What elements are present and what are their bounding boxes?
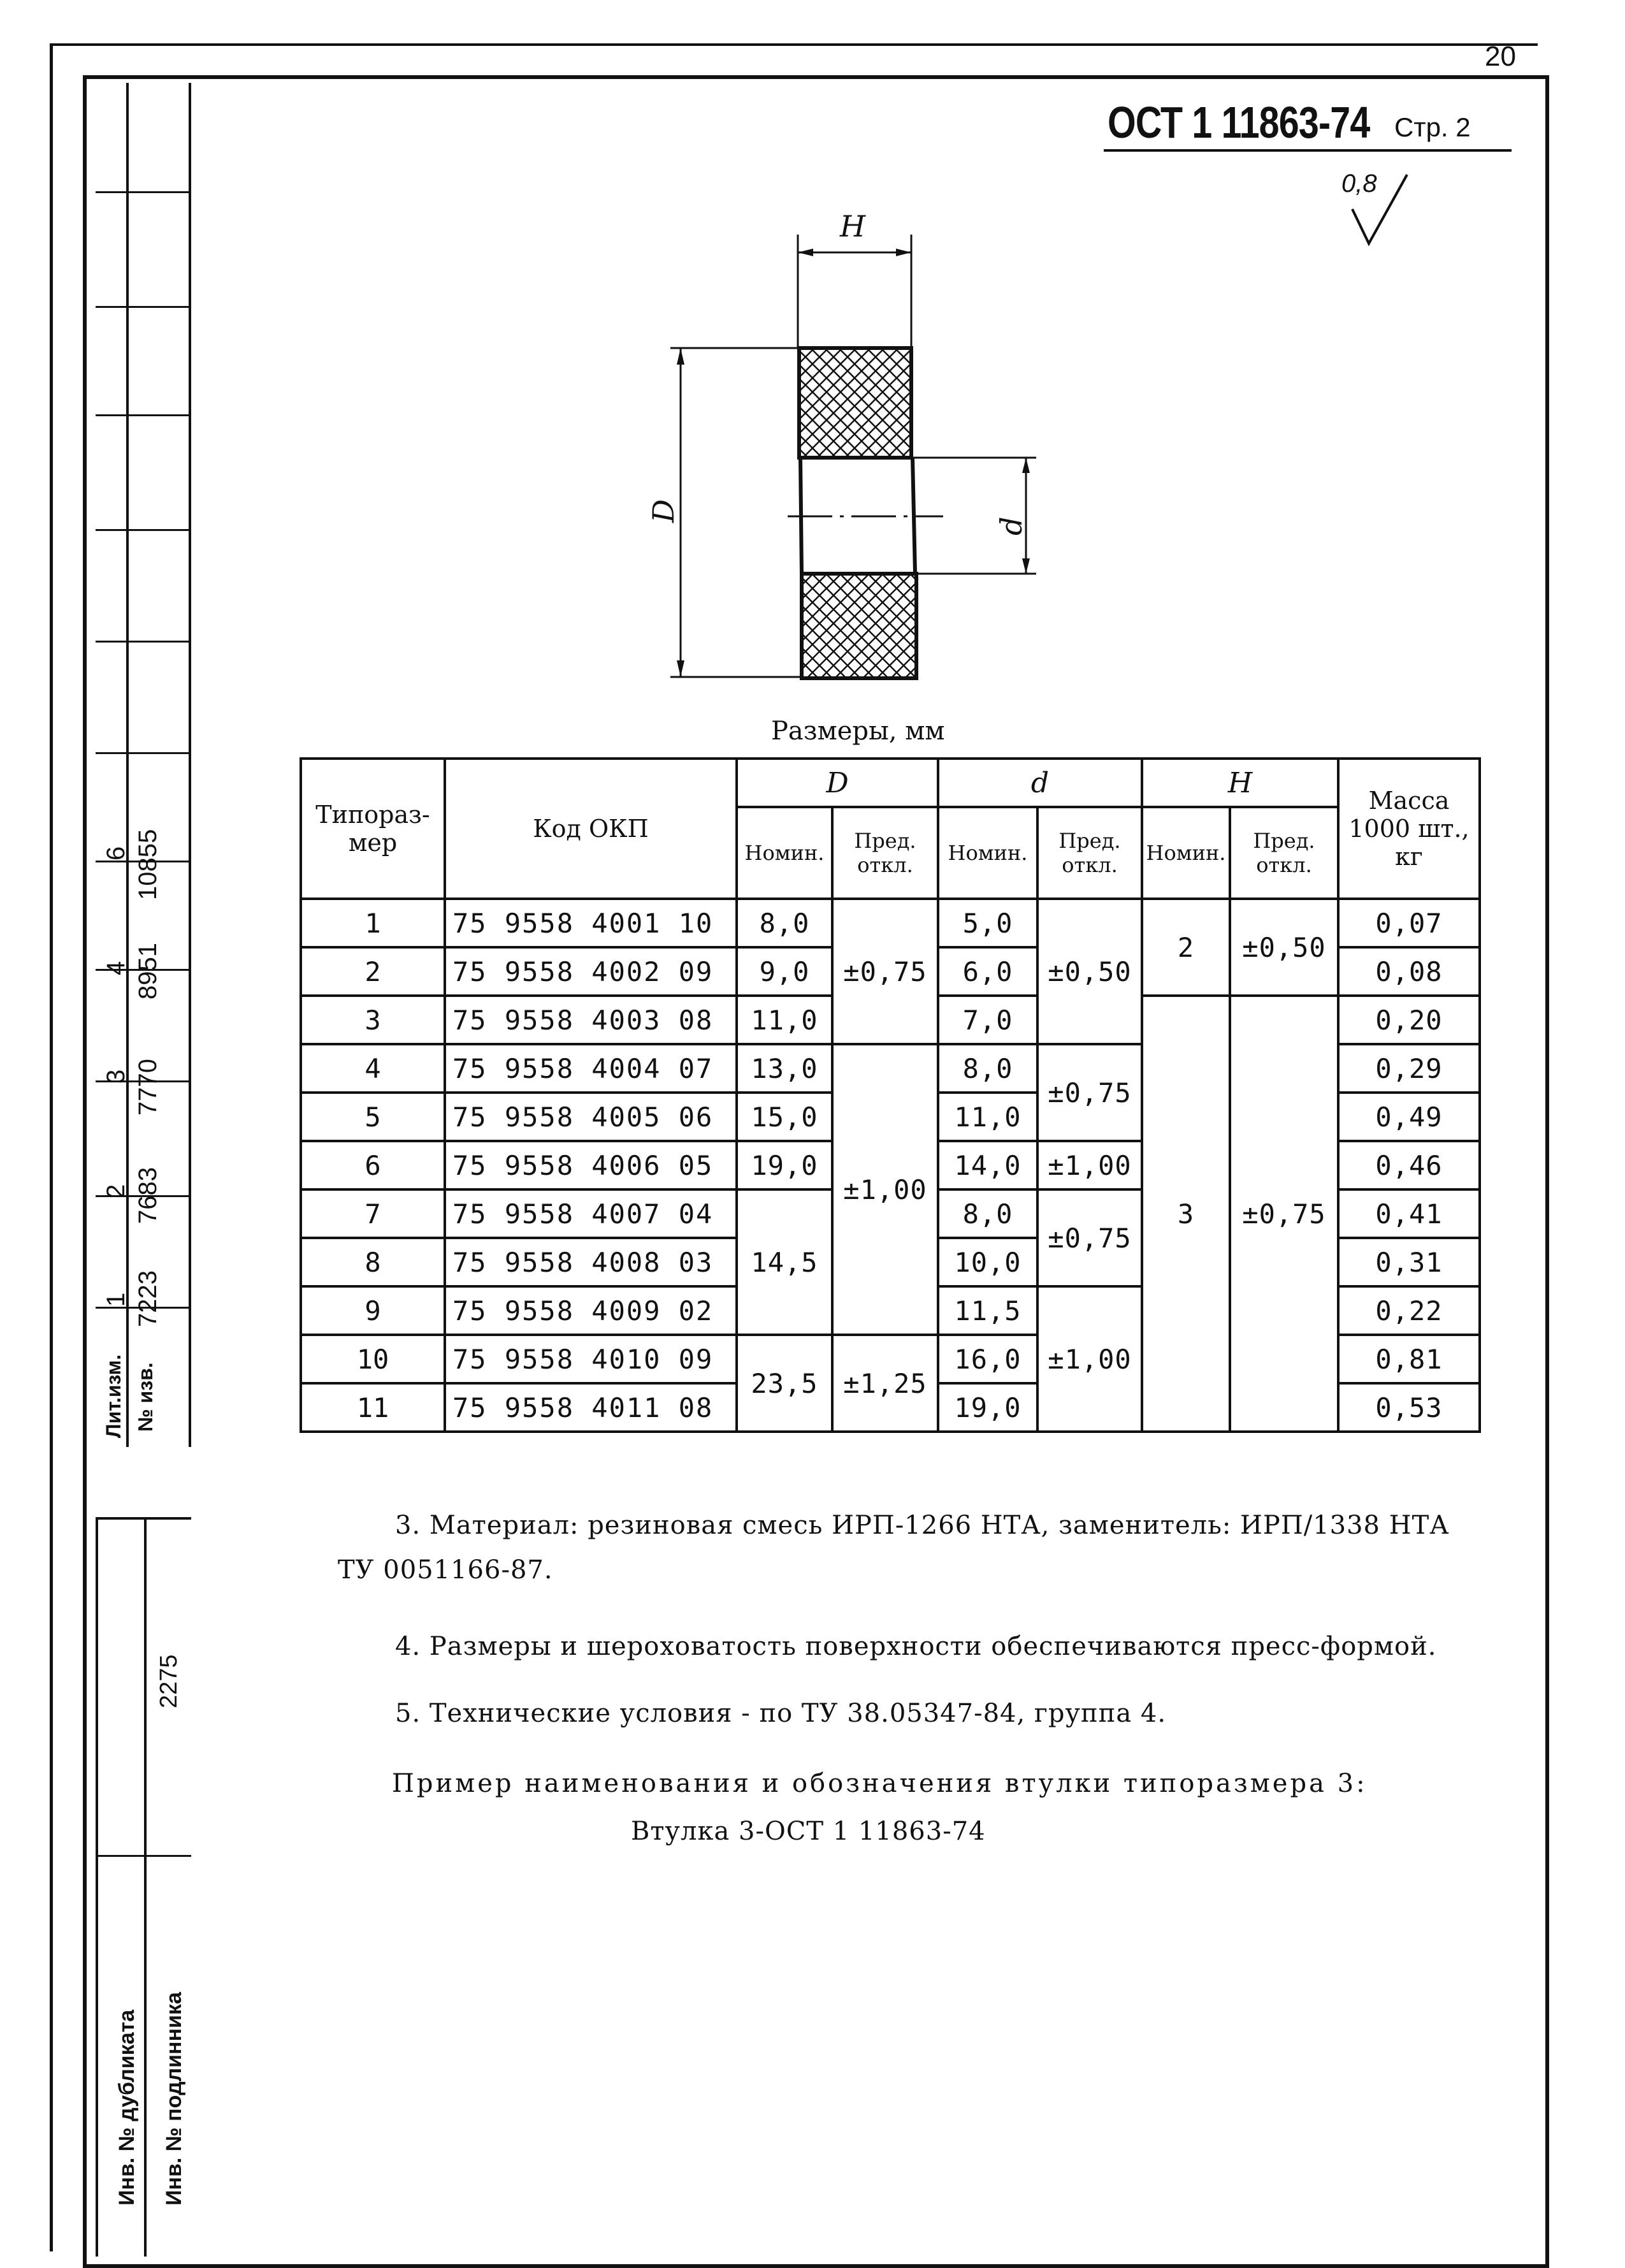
cell-code: 75 9558 4001 10 bbox=[445, 899, 737, 947]
cell-mass: 0,53 bbox=[1338, 1383, 1480, 1432]
cell-D-tol: ±1,00 bbox=[832, 1044, 938, 1335]
cell-D-tol: ±1,25 bbox=[832, 1335, 938, 1432]
header-d-nominal: Номин. bbox=[938, 807, 1037, 899]
stamp-orig-label: Инв. № подлинника bbox=[162, 1992, 186, 2206]
cell-d: 10,0 bbox=[938, 1238, 1037, 1286]
stamp-num-2: 7683 bbox=[134, 1167, 162, 1224]
bushing-drawing bbox=[637, 217, 1083, 688]
cell-code: 75 9558 4002 09 bbox=[445, 947, 737, 996]
header-underline bbox=[1104, 149, 1512, 152]
cell-d-tol: ±0,50 bbox=[1037, 899, 1142, 1044]
cell-d: 11,0 bbox=[938, 1093, 1037, 1141]
cell-D: 13,0 bbox=[737, 1044, 832, 1093]
header-d: d bbox=[938, 759, 1142, 807]
stamp-num-label: № изв. bbox=[134, 1362, 157, 1432]
stamp-lit-2: 2 bbox=[102, 1184, 130, 1198]
cell-d: 11,5 bbox=[938, 1286, 1037, 1335]
document-code: ОСТ 1 11863-74 bbox=[1108, 98, 1370, 147]
cell-mass: 0,41 bbox=[1338, 1189, 1480, 1238]
cell-D: 9,0 bbox=[737, 947, 832, 996]
cell-mass: 0,46 bbox=[1338, 1141, 1480, 1189]
header-mass: Масса 1000 шт., кг bbox=[1338, 759, 1480, 899]
header-d-tolerance: Пред. откл. bbox=[1037, 807, 1142, 899]
cell-d-tol: ±0,75 bbox=[1037, 1044, 1142, 1141]
frame-right-border bbox=[1545, 75, 1549, 2268]
dim-label-h: H bbox=[840, 209, 866, 244]
cell-mass: 0,07 bbox=[1338, 899, 1480, 947]
cell-size: 11 bbox=[301, 1383, 445, 1432]
cell-size: 6 bbox=[301, 1141, 445, 1189]
header-H: H bbox=[1142, 759, 1338, 807]
cell-code: 75 9558 4007 04 bbox=[445, 1189, 737, 1238]
cell-H-nom: 3 bbox=[1142, 996, 1230, 1432]
header-size: Типораз-мер bbox=[301, 759, 445, 899]
note-5: 5. Технические условия - по ТУ 38.05347-84, группа 4. bbox=[395, 1699, 1167, 1728]
side-stamp bbox=[96, 83, 191, 1447]
cell-D: 11,0 bbox=[737, 996, 832, 1044]
cell-D: 23,5 bbox=[737, 1335, 832, 1432]
note-4: 4. Размеры и шероховатость поверхности обеспечиваются пресс-формой. bbox=[395, 1632, 1437, 1661]
stamp-num-3: 7770 bbox=[134, 1059, 162, 1116]
cell-D: 15,0 bbox=[737, 1093, 832, 1141]
header-H-nominal: Номин. bbox=[1142, 807, 1230, 899]
stamp-original-number: 2275 bbox=[155, 1654, 182, 1708]
document-page-label: Стр. 2 bbox=[1394, 112, 1471, 142]
header-D-nominal: Номин. bbox=[737, 807, 832, 899]
cell-size: 10 bbox=[301, 1335, 445, 1383]
table-caption: Размеры, мм bbox=[771, 716, 945, 746]
cell-d: 8,0 bbox=[938, 1189, 1037, 1238]
cell-d: 16,0 bbox=[938, 1335, 1037, 1383]
stamp-lit-4: 4 bbox=[102, 961, 130, 975]
stamp-num-4: 8951 bbox=[134, 943, 162, 1000]
cell-code: 75 9558 4006 05 bbox=[445, 1141, 737, 1189]
cell-H-tol: ±0,50 bbox=[1230, 899, 1338, 996]
stamp-dup-label: Инв. № дубликата bbox=[115, 2009, 139, 2206]
cell-D: 19,0 bbox=[737, 1141, 832, 1189]
cell-mass: 0,29 bbox=[1338, 1044, 1480, 1093]
cell-code: 75 9558 4003 08 bbox=[445, 996, 737, 1044]
cell-d: 19,0 bbox=[938, 1383, 1037, 1432]
roughness-check-icon bbox=[1338, 172, 1408, 249]
dimensions-table bbox=[300, 757, 1481, 1433]
note-3-line-2: ТУ 0051166-87. bbox=[338, 1555, 553, 1585]
header-code: Код ОКП bbox=[445, 759, 737, 899]
cell-mass: 0,49 bbox=[1338, 1093, 1480, 1141]
cell-mass: 0,22 bbox=[1338, 1286, 1480, 1335]
cell-d: 14,0 bbox=[938, 1141, 1037, 1189]
page-number: 20 bbox=[1485, 41, 1516, 72]
cell-mass: 0,81 bbox=[1338, 1335, 1480, 1383]
stamp-num-6: 10855 bbox=[134, 829, 162, 900]
cell-D-tol: ±0,75 bbox=[832, 899, 938, 1044]
cell-code: 75 9558 4010 09 bbox=[445, 1335, 737, 1383]
stamp-num-1: 7223 bbox=[134, 1270, 162, 1327]
header-H-tolerance: Пред. откл. bbox=[1230, 807, 1338, 899]
cell-code: 75 9558 4005 06 bbox=[445, 1093, 737, 1141]
cell-d: 7,0 bbox=[938, 996, 1037, 1044]
stamp-lit-label: Лит.изм. bbox=[102, 1354, 125, 1438]
cell-d-tol: ±1,00 bbox=[1037, 1286, 1142, 1432]
example-title: Пример наименования и обозначения втулки типоразмера 3: bbox=[392, 1769, 1368, 1798]
cell-size: 3 bbox=[301, 996, 445, 1044]
cell-d: 6,0 bbox=[938, 947, 1037, 996]
cell-mass: 0,31 bbox=[1338, 1238, 1480, 1286]
cell-H-tol: ±0,75 bbox=[1230, 996, 1338, 1432]
roughness-value: 0,8 bbox=[1341, 170, 1377, 198]
cell-d: 5,0 bbox=[938, 899, 1037, 947]
cell-size: 4 bbox=[301, 1044, 445, 1093]
example-designation: Втулка 3-ОСТ 1 11863-74 bbox=[631, 1817, 986, 1846]
header-D: D bbox=[737, 759, 938, 807]
cell-code: 75 9558 4008 03 bbox=[445, 1238, 737, 1286]
cell-d-tol: ±1,00 bbox=[1037, 1141, 1142, 1189]
cell-size: 1 bbox=[301, 899, 445, 947]
cell-size: 9 bbox=[301, 1286, 445, 1335]
cell-code: 75 9558 4011 08 bbox=[445, 1383, 737, 1432]
dim-label-d-inner: d bbox=[994, 516, 1029, 535]
cell-size: 5 bbox=[301, 1093, 445, 1141]
cell-size: 7 bbox=[301, 1189, 445, 1238]
header-D-tolerance: Пред. откл. bbox=[832, 807, 938, 899]
table-row bbox=[301, 899, 1480, 947]
cell-code: 75 9558 4009 02 bbox=[445, 1286, 737, 1335]
note-3-line-1: 3. Материал: резиновая смесь ИРП-1266 НТА, заменитель: ИРП/1338 НТА bbox=[395, 1511, 1450, 1540]
cell-size: 8 bbox=[301, 1238, 445, 1286]
stamp-lit-1: 1 bbox=[102, 1292, 130, 1307]
dim-label-d-outer: D bbox=[646, 499, 681, 523]
cell-code: 75 9558 4004 07 bbox=[445, 1044, 737, 1093]
cell-mass: 0,20 bbox=[1338, 996, 1480, 1044]
cell-mass: 0,08 bbox=[1338, 947, 1480, 996]
cell-d: 8,0 bbox=[938, 1044, 1037, 1093]
cell-H-nom: 2 bbox=[1142, 899, 1230, 996]
cell-d-tol: ±0,75 bbox=[1037, 1189, 1142, 1286]
stamp-lit-6: 6 bbox=[102, 846, 130, 861]
cell-D: 14,5 bbox=[737, 1189, 832, 1335]
cell-size: 2 bbox=[301, 947, 445, 996]
cell-D: 8,0 bbox=[737, 899, 832, 947]
stamp-lit-3: 3 bbox=[102, 1069, 130, 1084]
